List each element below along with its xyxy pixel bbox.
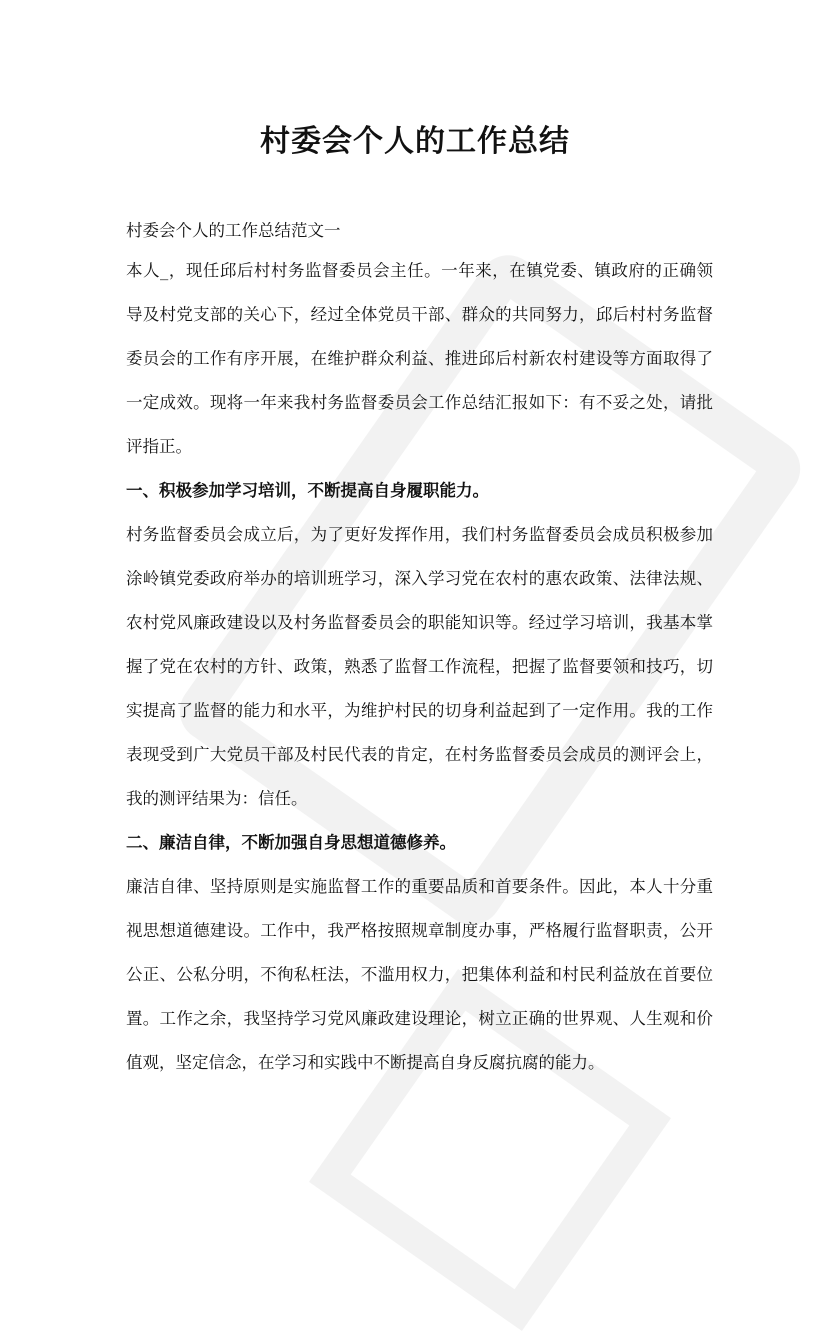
text-line: 村务监督委员会成立后，为了更好发挥作用，我们村务监督委员会成员积极参加 (126, 525, 713, 544)
text-line: 一定成效。现将一年来我村务监督委员会工作总结汇报如下：有不妥之处，请批 (126, 393, 713, 412)
text-line: 值观，坚定信念，在学习和实践中不断提高自身反腐抗腐的能力。 (126, 1053, 605, 1072)
section-heading (126, 821, 713, 865)
text-line: 评指正。 (126, 437, 192, 456)
text-line: 握了党在农村的方针、政策，熟悉了监督工作流程，把握了监督要领和技巧，切 (126, 657, 713, 676)
section-heading (126, 469, 713, 513)
text-line: 一、积极参加学习培训，不断提高自身履职能力。 (126, 481, 489, 500)
text-line: 涂岭镇党委政府举办的培训班学习，深入学习党在农村的惠农政策、法律法规、 (126, 569, 713, 588)
text-line: 公正、公私分明，不徇私枉法，不滥用权力，把集体利益和村民利益放在首要位 (126, 965, 713, 984)
text-line: 委员会的工作有序开展，在维护群众利益、推进邱后村新农村建设等方面取得了 (126, 349, 713, 368)
text-line: 导及村党支部的关心下，经过全体党员干部、群众的共同努力，邱后村村务监督 (126, 305, 713, 324)
paragraph (126, 513, 713, 821)
paragraph (126, 865, 713, 1085)
text-line: 二、廉洁自律，不断加强自身思想道德修养。 (126, 833, 456, 852)
text-line: 本人_，现任邱后村村务监督委员会主任。一年来，在镇党委、镇政府的正确领 (126, 261, 713, 280)
text-line: 农村党风廉政建设以及村务监督委员会的职能知识等。经过学习培训，我基本掌 (126, 613, 713, 632)
document-subtitle: 村委会个人的工作总结范文一 (126, 221, 341, 240)
document-title: 村委会个人的工作总结 (260, 124, 570, 159)
text-line: 实提高了监督的能力和水平，为维护村民的切身利益起到了一定作用。我的工作 (126, 701, 713, 720)
text-line: 廉洁自律、坚持原则是实施监督工作的重要品质和首要条件。因此，本人十分重 (126, 877, 713, 896)
paragraph (126, 249, 713, 469)
text-line: 我的测评结果为：信任。 (126, 789, 308, 808)
text-line: 置。工作之余，我坚持学习党风廉政建设理论，树立正确的世界观、人生观和价 (126, 1009, 713, 1028)
text-line: 表现受到广大党员干部及村民代表的肯定，在村务监督委员会成员的测评会上， (126, 745, 713, 764)
document-body (126, 249, 713, 1085)
text-line: 视思想道德建设。工作中，我严格按照规章制度办事，严格履行监督职责，公开 (126, 921, 713, 940)
